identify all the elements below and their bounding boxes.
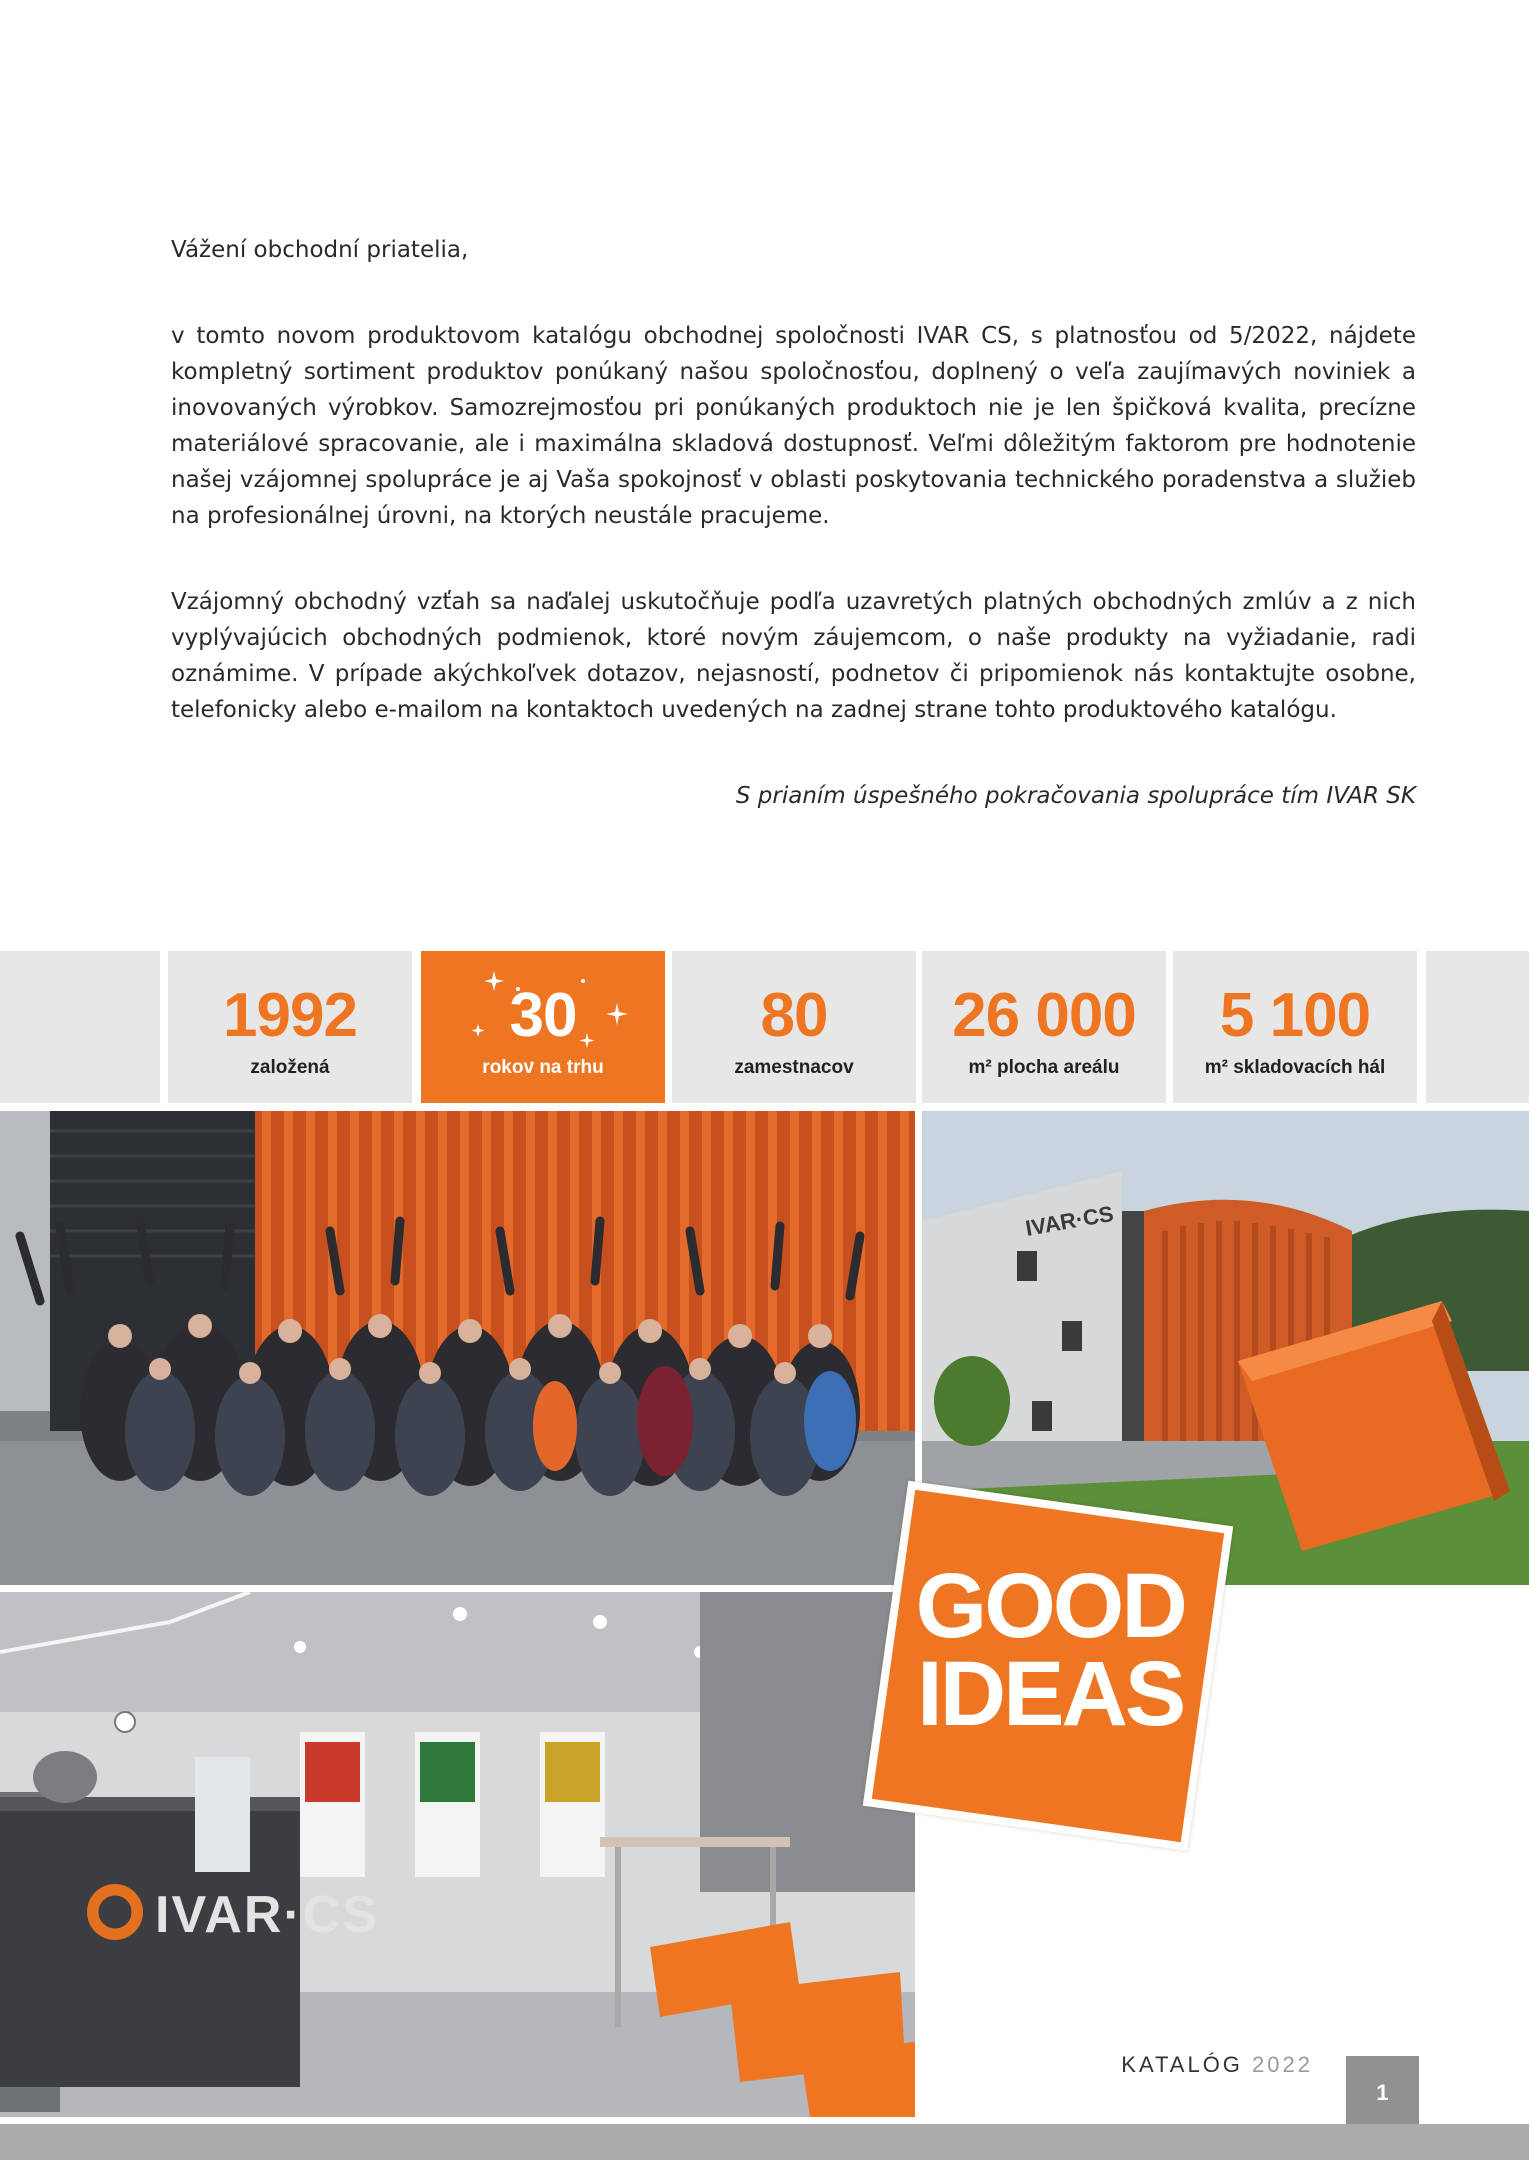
letter-paragraph-1: v tomto novom produktovom katalógu obchodnej spoločnosti IVAR CS, s platnosťou od 5/2022, nájdete kompletný sortiment produktov ponúkaný našou spoločnosťou, doplnený o veľa zaujímavých noviniek a inovovaných výrobkov. Samozrejmosťou pri ponúkaných produktoch nie je len špičková kvalita, precízne materiálové spracovanie, ale i maximálna skladová dostupnosť. Veľmi dôležitým faktorom pre hodnotenie našej vzájomnej spolupráce je aj Vaša spokojnosť v oblasti poskytovania technického poradenstva a služieb na profesionálnej úrovni, na ktorých neustále pracujeme. [171, 323, 1416, 529]
stats-spacer-right [1426, 951, 1529, 1103]
stat-value: 1992 [223, 981, 357, 1050]
footer-catalog [1121, 2052, 1313, 2078]
stat-label: zamestnacov [734, 1057, 854, 1078]
stat-label: rokov na trhu [482, 1057, 604, 1078]
stat-employees [672, 951, 916, 1103]
stat-area [922, 951, 1166, 1103]
team-photo [0, 1111, 915, 1585]
stat-label: m² plocha areálu [968, 1057, 1120, 1078]
letter-greeting: Vážení obchodní priatelia, [171, 237, 469, 263]
good-ideas-line1: GOOD [915, 1555, 1185, 1658]
building-logo-text: IVAR·CS [1023, 1200, 1116, 1241]
footer-catalog-label: KATALÓG [1121, 2052, 1243, 2077]
stat-years-on-market [421, 951, 665, 1103]
stat-value: 5 100 [1219, 981, 1371, 1050]
letter-signoff: S prianím úspešného pokračovania spolupráce tím IVAR SK [735, 783, 1416, 809]
stats-spacer-left [0, 951, 160, 1103]
stat-founded [168, 951, 412, 1103]
stat-value: 26 000 [952, 981, 1136, 1050]
bottom-bar [0, 2124, 1529, 2160]
stat-label: založená [250, 1057, 330, 1078]
footer-year: 2022 [1252, 2052, 1313, 2077]
good-ideas-badge [863, 1481, 1233, 1851]
good-ideas-line2: IDEAS [917, 1643, 1184, 1746]
stat-value: 30 [509, 981, 577, 1050]
page-number: 1 [1346, 2056, 1419, 2129]
interior-photo [0, 1592, 915, 2117]
stat-warehouse [1173, 951, 1417, 1103]
good-ideas-text [886, 1555, 1214, 1746]
stats-band [0, 951, 1529, 1103]
letter-paragraph-2: Vzájomný obchodný vzťah sa naďalej uskutočňuje podľa uzavretých platných obchodných zmlúv a z nich vyplývajúcich obchodných podmienok, ktoré novým záujemcom, o naše produkty na vyžiadanie, radi oznámime. V prípade akýchkoľvek dotazov, nejasností, podnetov či pripomienok nás kontaktujte osobne, telefonicky alebo e-mailom na kontaktoch uvedených na zadnej strane tohto produktového katalógu. [171, 589, 1416, 723]
interior-logo-text: IVAR·CS [155, 1886, 379, 1944]
stat-label: m² skladovacích hál [1204, 1057, 1386, 1078]
stat-value: 80 [760, 981, 828, 1050]
